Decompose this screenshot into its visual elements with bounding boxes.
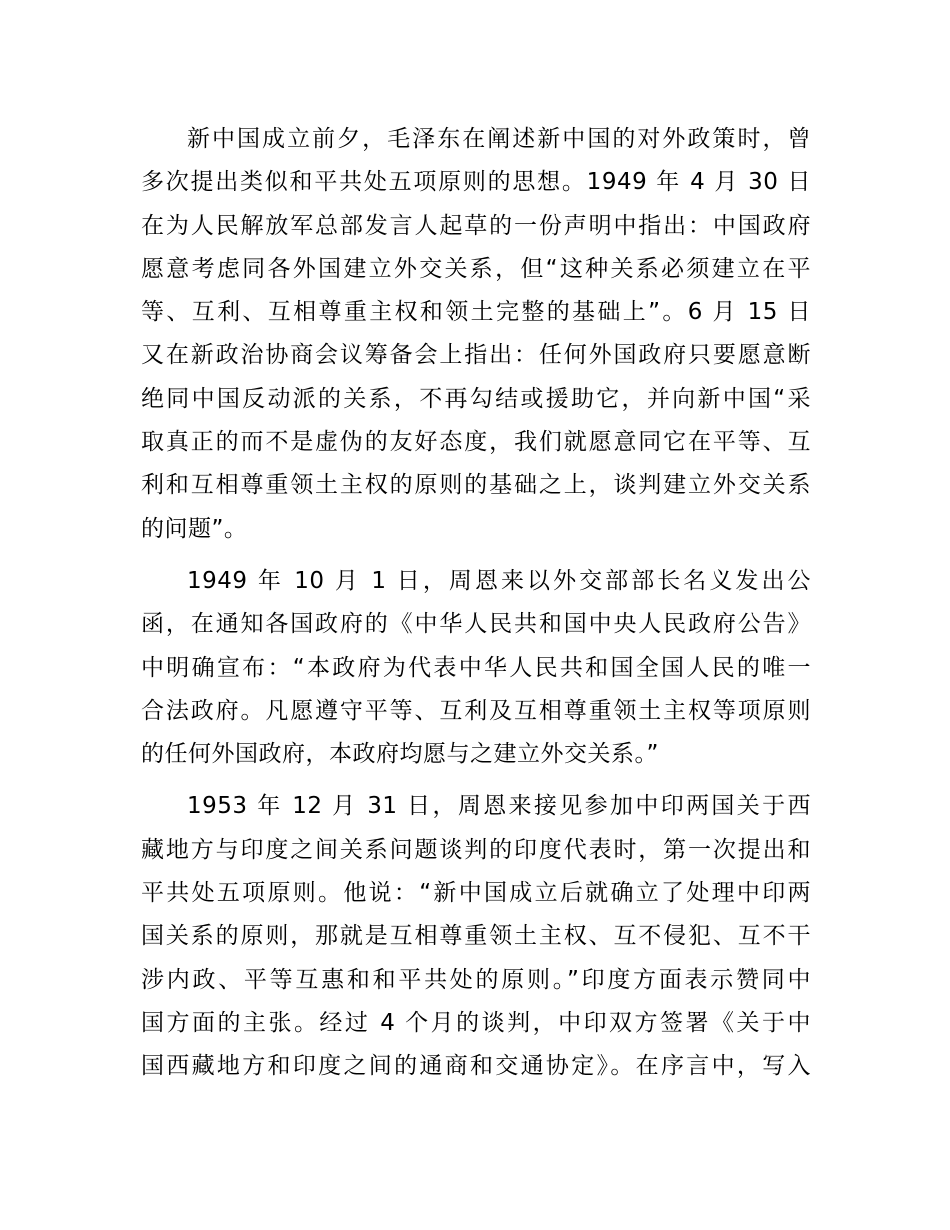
- text-line: 1953 年 12 月 31 日，周恩来接见参加中印两国关于西: [187, 793, 811, 820]
- text-line: 绝同中国反动派的关系，不再勾结或援助它，并向新中国“采: [141, 385, 811, 412]
- text-line: 又在新政治协商会议筹备会上指出：任何外国政府只要愿意断: [141, 342, 811, 369]
- text-line: 藏地方与印度之间关系问题谈判的印度代表时，第一次提出和: [141, 836, 811, 863]
- text-line: 合法政府。凡愿遵守平等、互利及互相尊重领土主权等项原则: [141, 697, 811, 724]
- text-line: 中明确宣布：“本政府为代表中华人民共和国全国人民的唯一: [141, 654, 811, 681]
- text-line: 国关系的原则，那就是互相尊重领土主权、互不侵犯、互不干: [141, 923, 811, 950]
- text-line: 的任何外国政府，本政府均愿与之建立外交关系。”: [141, 741, 659, 768]
- text-line: 函，在通知各国政府的《中华人民共和国中央人民政府公告》: [141, 611, 811, 638]
- document-page: [141, 118, 811, 1089]
- text-line: 多次提出类似和平共处五项原则的思想。1949 年 4 月 30 日: [141, 169, 811, 196]
- paragraph-1: [141, 118, 811, 551]
- text-line: 国西藏地方和印度之间的通商和交通协定》。在序言中，写入: [141, 1053, 811, 1080]
- text-line: 利和互相尊重领土主权的原则的基础之上，谈判建立外交关系: [141, 472, 811, 499]
- paragraph-2: [141, 560, 811, 776]
- text-line: 平共处五项原则。他说：“新中国成立后就确立了处理中印两: [141, 880, 811, 907]
- text-line: 取真正的而不是虚伪的友好态度，我们就愿意同它在平等、互: [141, 429, 811, 456]
- text-line: 涉内政、平等互惠和和平共处的原则。”印度方面表示赞同中: [141, 966, 811, 993]
- text-line: 国方面的主张。经过 4 个月的谈判，中印双方签署《关于中: [141, 1009, 811, 1036]
- paragraph-3: [141, 785, 811, 1088]
- text-line: 1949 年 10 月 1 日，周恩来以外交部部长名义发出公: [187, 567, 811, 594]
- text-line: 等、互利、互相尊重主权和领土完整的基础上”。6 月 15 日: [141, 299, 811, 326]
- text-line: 新中国成立前夕，毛泽东在阐述新中国的对外政策时，曾: [187, 126, 811, 152]
- text-line: 在为人民解放军总部发言人起草的一份声明中指出：中国政府: [141, 212, 811, 239]
- text-line: 愿意考虑同各外国建立外交关系，但“这种关系必须建立在平: [141, 255, 811, 282]
- text-line: 的问题”。: [141, 515, 248, 542]
